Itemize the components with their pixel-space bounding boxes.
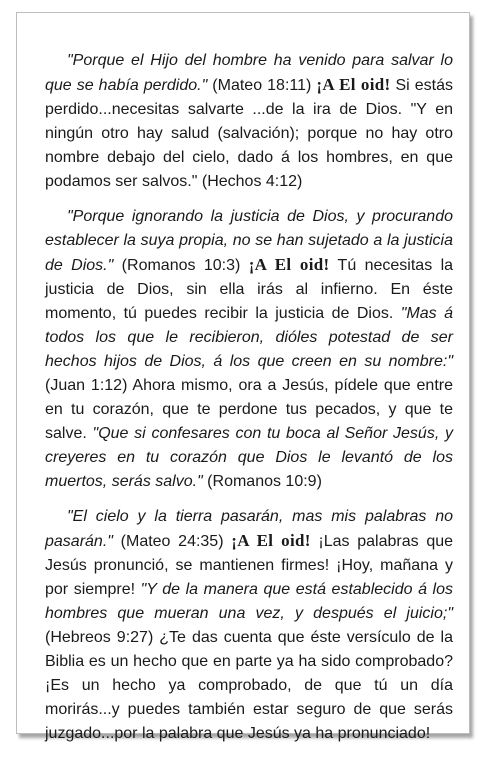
body-text: (Romanos 10:9) [202, 473, 322, 490]
scripture-quote: "Porque ignorando la justicia de Dios, y procurando establecer la suya propia, no se han sujetado a la justicia de Dios." [45, 208, 453, 274]
a-el-oid-emphasis: ¡A El oid! [316, 75, 391, 94]
body-text: (Hebreos 9:27) ¿Te das cuenta que éste versículo de la Biblia es un hecho que en parte ya ha sido comprobado? ¡Es un hecho ya comprobado, de que tú un día morirás...y puedes también estar seguro de que serás juzgado...por la palabra que Jesús ya ha pronunciado! [45, 629, 453, 742]
body-text: ¡Las palabras que Jesús pronunció, se mantienen firmes! ¡Hoy, mañana y por siempre! [45, 533, 454, 598]
scripture-quote: "Mas á todos los que le recibieron, dióles potestad de ser hechos hijos de Dios, á los que creen en su nombre:" [45, 305, 454, 370]
tract-text [45, 49, 453, 757]
paragraph-1 [45, 49, 453, 194]
paragraph-3 [45, 505, 453, 746]
tract-page [16, 12, 470, 742]
a-el-oid-emphasis: ¡A El oid! [231, 531, 311, 550]
body-text: Si estás perdido...necesitas salvarte ...de la ira de Dios. "Y en ningún otro hay salud (salvación); porque no hay otro nombre debajo del cielo, dado á los hombres, en que podamos ser salvos." (Hechos 4:12) [45, 77, 454, 190]
body-text: (Mateo 18:11) [207, 77, 317, 94]
body-text: (Romanos 10:3) [113, 257, 249, 274]
scripture-quote: "El cielo y la tierra pasarán, mas mis palabras no pasarán." [45, 508, 453, 550]
paragraph-2 [45, 205, 453, 494]
scripture-quote: "Que si confesares con tu boca al Señor Jesús, y creyeres en tu corazón que Dios le levantó de los muertos, serás salvo." [45, 425, 453, 490]
scripture-quote: "Y de la manera que está establecido á los hombres que mueran una vez, y después el juicio;" [45, 581, 453, 622]
body-text: (Mateo 24:35) [112, 533, 232, 550]
scripture-quote: "Porque el Hijo del hombre ha venido para salvar lo que se había perdido." [45, 52, 453, 94]
body-text: Tú necesitas la justicia de Dios, sin ella irás al infierno. En éste momento, tú puedes recibir la justicia de Dios. [45, 257, 454, 322]
body-text: (Juan 1:12) Ahora mismo, ora a Jesús, pídele que entre en tu corazón, que te perdone tus pecados, y que te salve. [45, 377, 453, 442]
a-el-oid-emphasis: ¡A El oid! [248, 255, 330, 274]
